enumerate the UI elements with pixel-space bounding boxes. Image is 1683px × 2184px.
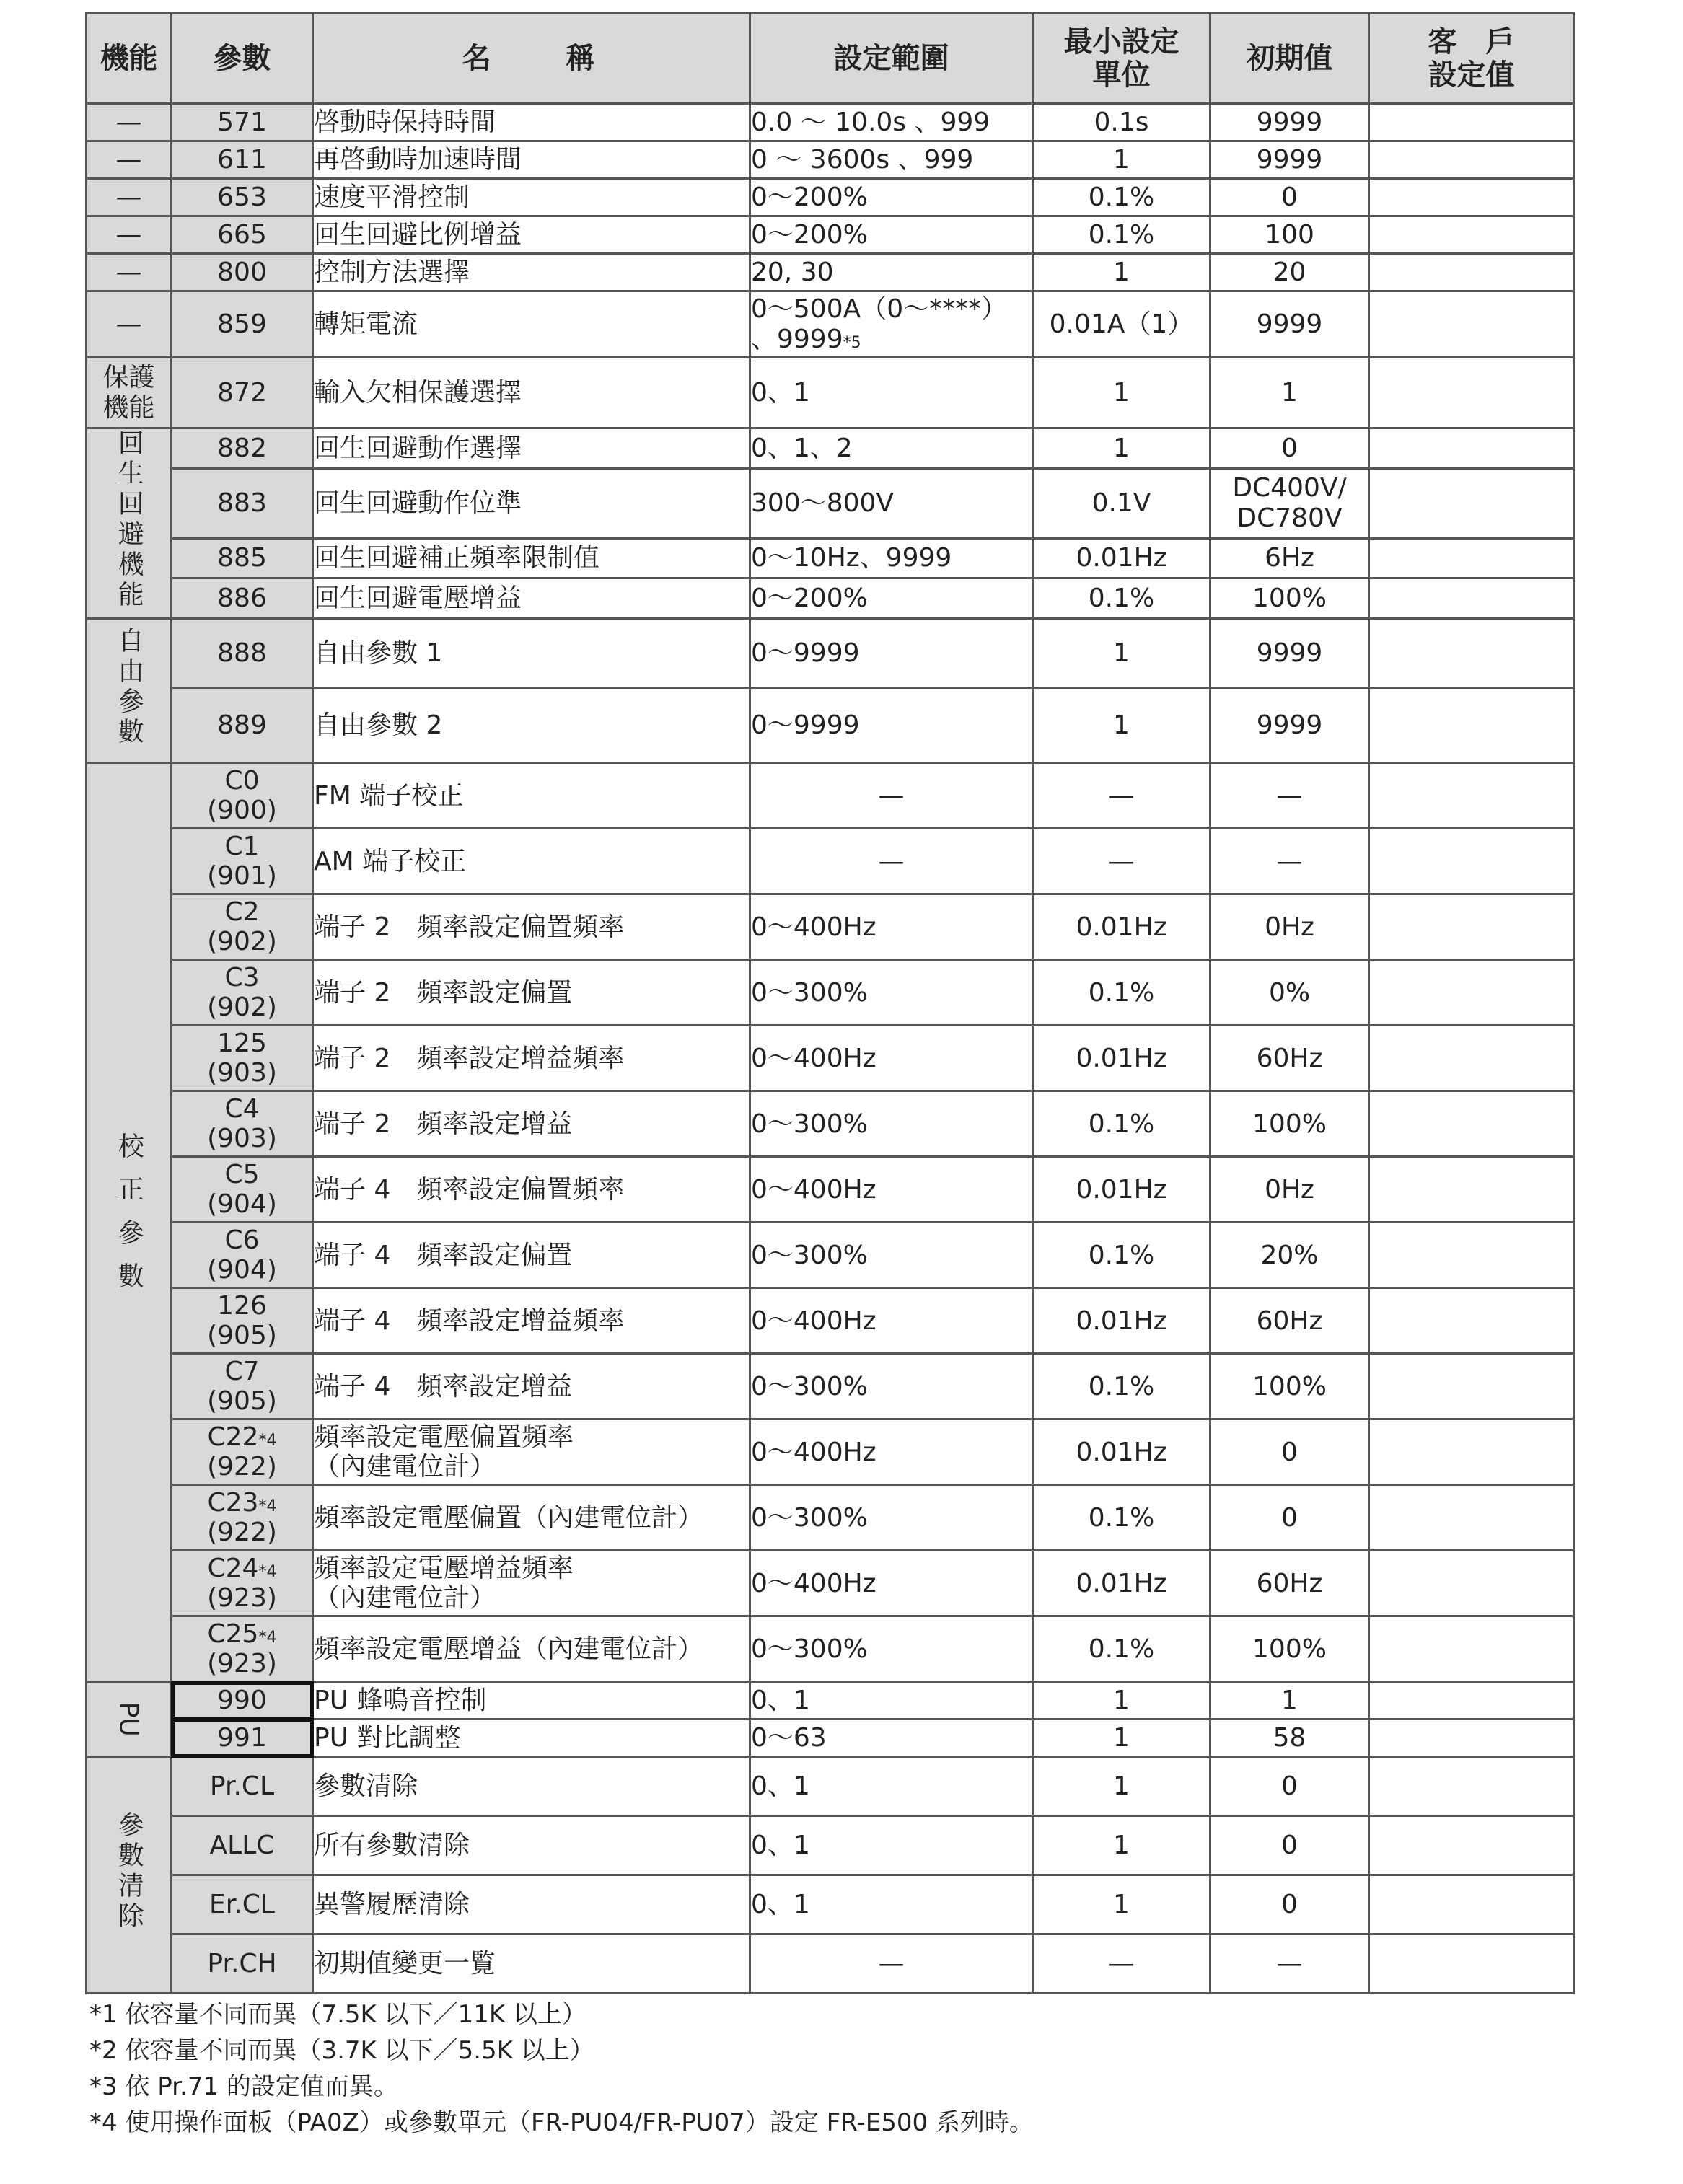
table-row xyxy=(87,216,1574,254)
param-unit: 0.1% xyxy=(1033,578,1210,619)
table-row xyxy=(87,538,1574,578)
param-range: 0～9999 xyxy=(750,619,1033,688)
param-unit: 1 xyxy=(1033,1682,1210,1720)
param-unit: 0.01Hz xyxy=(1033,1026,1210,1091)
param-unit: 0.1s xyxy=(1033,104,1210,141)
param-initial: 1 xyxy=(1210,1682,1369,1720)
param-initial: 58 xyxy=(1210,1720,1369,1757)
customer-value-cell[interactable] xyxy=(1369,688,1574,763)
table-row xyxy=(87,1419,1574,1485)
customer-value-cell[interactable] xyxy=(1369,1757,1574,1816)
customer-value-cell[interactable] xyxy=(1369,291,1574,358)
param-number: 126 (905) xyxy=(172,1288,313,1354)
header-function: 機能 xyxy=(87,13,172,104)
param-name: 端子 4 頻率設定偏置頻率 xyxy=(313,1157,750,1223)
footnote: *4 使用操作面板（PA0Z）或參數單元（FR-PU04/FR-PU07）設定 FR-E500 系列時。 xyxy=(89,2108,1034,2137)
param-range: 0～300% xyxy=(750,1091,1033,1157)
param-initial: 20 xyxy=(1210,254,1369,291)
customer-value-cell[interactable] xyxy=(1369,1485,1574,1551)
param-name: AM 端子校正 xyxy=(313,829,750,894)
param-initial: 0 xyxy=(1210,1757,1369,1816)
param-number: C3 (902) xyxy=(172,960,313,1026)
param-range: 0～400Hz xyxy=(750,1157,1033,1223)
param-number: Pr.CH xyxy=(172,1934,313,1994)
param-range xyxy=(750,291,1033,358)
footnote-mark: *4 xyxy=(258,1563,277,1581)
param-unit: 0.1% xyxy=(1033,960,1210,1026)
param-range: 0～200% xyxy=(750,216,1033,254)
param-range: 0、1 xyxy=(750,1875,1033,1934)
param-range: 0、1 xyxy=(750,1816,1033,1875)
param-number: 611 xyxy=(172,141,313,179)
param-unit: 1 xyxy=(1033,428,1210,469)
header-parameter: 參數 xyxy=(172,13,313,104)
range-line: 0～500A（0～****） xyxy=(751,294,1008,325)
param-range: 0～10Hz、9999 xyxy=(750,538,1033,578)
param-range: 0～400Hz xyxy=(750,1288,1033,1354)
footnotes xyxy=(89,1996,1034,2141)
customer-value-cell[interactable] xyxy=(1369,141,1574,179)
group-dash: — xyxy=(87,179,172,216)
group-calibration: 校正參數 xyxy=(87,763,172,1682)
param-number: C23*4 (922) xyxy=(172,1485,313,1551)
param-initial: 60Hz xyxy=(1210,1551,1369,1616)
table-row xyxy=(87,1875,1574,1934)
table-row xyxy=(87,1551,1574,1616)
customer-value-cell[interactable] xyxy=(1369,1091,1574,1157)
header-unit: 最小設定單位 xyxy=(1033,13,1210,104)
param-range: 0～300% xyxy=(750,1223,1033,1288)
customer-value-cell[interactable] xyxy=(1369,1720,1574,1757)
param-initial: 100% xyxy=(1210,578,1369,619)
group-param-clear: 參數清除 xyxy=(87,1757,172,1994)
table-row xyxy=(87,1091,1574,1157)
param-range: 0、1、2 xyxy=(750,428,1033,469)
table-row xyxy=(87,468,1574,538)
param-range: 0～63 xyxy=(750,1720,1033,1757)
param-unit: 1 xyxy=(1033,1875,1210,1934)
param-initial: 0Hz xyxy=(1210,894,1369,960)
customer-value-cell[interactable] xyxy=(1369,763,1574,829)
param-number: C6 (904) xyxy=(172,1223,313,1288)
param-number: ALLC xyxy=(172,1816,313,1875)
param-unit: 0.1V xyxy=(1033,468,1210,538)
param-name: 頻率設定電壓增益頻率 （內建電位計） xyxy=(313,1551,750,1616)
param-name: 端子 2 頻率設定偏置 xyxy=(313,960,750,1026)
param-initial: 100% xyxy=(1210,1091,1369,1157)
param-name: 回生回避補正頻率限制值 xyxy=(313,538,750,578)
param-unit: — xyxy=(1033,1934,1210,1994)
param-initial: 0Hz xyxy=(1210,1157,1369,1223)
param-name: 轉矩電流 xyxy=(313,291,750,358)
param-unit: 0.01Hz xyxy=(1033,538,1210,578)
param-unit: 0.01Hz xyxy=(1033,1288,1210,1354)
table-row xyxy=(87,1720,1574,1757)
param-unit: — xyxy=(1033,829,1210,894)
customer-value-cell[interactable] xyxy=(1369,1551,1574,1616)
param-range: — xyxy=(750,829,1033,894)
customer-value-cell[interactable] xyxy=(1369,104,1574,141)
range-line: 、9999*5 xyxy=(751,324,861,354)
param-name: 速度平滑控制 xyxy=(313,179,750,216)
param-name: 初期值變更一覧 xyxy=(313,1934,750,1994)
param-unit: 1 xyxy=(1033,1757,1210,1816)
customer-value-cell[interactable] xyxy=(1369,1875,1574,1934)
param-number: C0 (900) xyxy=(172,763,313,829)
param-initial: — xyxy=(1210,763,1369,829)
table-row xyxy=(87,179,1574,216)
param-name: PU 對比調整 xyxy=(313,1720,750,1757)
param-unit: 1 xyxy=(1033,141,1210,179)
param-name: 啓動時保持時間 xyxy=(313,104,750,141)
table-row xyxy=(87,763,1574,829)
param-initial: 1 xyxy=(1210,358,1369,428)
param-number: 571 xyxy=(172,104,313,141)
param-range: 0～300% xyxy=(750,960,1033,1026)
customer-value-cell[interactable] xyxy=(1369,894,1574,960)
param-range: — xyxy=(750,763,1033,829)
param-name: 端子 4 頻率設定增益頻率 xyxy=(313,1288,750,1354)
param-name: 端子 2 頻率設定增益 xyxy=(313,1091,750,1157)
param-number: 665 xyxy=(172,216,313,254)
param-name: 再啓動時加速時間 xyxy=(313,141,750,179)
footnote-mark: *4 xyxy=(258,1629,277,1647)
param-initial: 100% xyxy=(1210,1354,1369,1419)
customer-value-cell[interactable] xyxy=(1369,1934,1574,1994)
customer-value-cell[interactable] xyxy=(1369,428,1574,469)
header-customer: 客 戶 設定值 xyxy=(1369,13,1574,104)
param-range: 0～300% xyxy=(750,1616,1033,1682)
param-initial: 9999 xyxy=(1210,619,1369,688)
param-initial: 0 xyxy=(1210,179,1369,216)
param-range: 0、1 xyxy=(750,358,1033,428)
param-name: 自由參數 1 xyxy=(313,619,750,688)
customer-value-cell[interactable] xyxy=(1369,1157,1574,1223)
param-range: 0、1 xyxy=(750,1682,1033,1720)
customer-value-cell[interactable] xyxy=(1369,829,1574,894)
param-initial: 0 xyxy=(1210,1419,1369,1485)
param-unit: 0.01Hz xyxy=(1033,1419,1210,1485)
param-name: 端子 4 頻率設定增益 xyxy=(313,1354,750,1419)
customer-value-cell[interactable] xyxy=(1369,1816,1574,1875)
param-unit: 0.1% xyxy=(1033,1354,1210,1419)
param-unit: 1 xyxy=(1033,688,1210,763)
group-dash: — xyxy=(87,216,172,254)
param-name: 所有參數清除 xyxy=(313,1816,750,1875)
table-row xyxy=(87,291,1574,358)
param-number: 886 xyxy=(172,578,313,619)
param-range: 0～300% xyxy=(750,1485,1033,1551)
footnote: *1 依容量不同而異（7.5K 以下／11K 以上） xyxy=(89,2000,586,2029)
param-initial: 0 xyxy=(1210,428,1369,469)
customer-value-cell[interactable] xyxy=(1369,1354,1574,1419)
param-unit: 0.1% xyxy=(1033,1223,1210,1288)
table-row xyxy=(87,960,1574,1026)
group-dash: — xyxy=(87,141,172,179)
table-row xyxy=(87,1485,1574,1551)
table-row xyxy=(87,104,1574,141)
param-unit: 1 xyxy=(1033,254,1210,291)
param-unit: 1 xyxy=(1033,619,1210,688)
param-number: 653 xyxy=(172,179,313,216)
param-number: 885 xyxy=(172,538,313,578)
header-name: 名 稱 xyxy=(313,13,750,104)
param-range: 0、1 xyxy=(750,1757,1033,1816)
param-initial: 0 xyxy=(1210,1875,1369,1934)
table-row xyxy=(87,829,1574,894)
param-initial: 6Hz xyxy=(1210,538,1369,578)
param-name: 控制方法選擇 xyxy=(313,254,750,291)
table-row xyxy=(87,619,1574,688)
param-number: C25*4 (923) xyxy=(172,1616,313,1682)
param-initial: 100 xyxy=(1210,216,1369,254)
param-number: 125 (903) xyxy=(172,1026,313,1091)
table-row xyxy=(87,1934,1574,1994)
param-unit: — xyxy=(1033,763,1210,829)
table-row xyxy=(87,578,1574,619)
table-row xyxy=(87,688,1574,763)
param-range: 0～9999 xyxy=(750,688,1033,763)
param-initial: 9999 xyxy=(1210,291,1369,358)
table-row xyxy=(87,894,1574,960)
param-initial: 60Hz xyxy=(1210,1288,1369,1354)
header-row xyxy=(87,13,1574,104)
customer-value-cell[interactable] xyxy=(1369,468,1574,538)
param-number: 888 xyxy=(172,619,313,688)
param-range: 0～400Hz xyxy=(750,894,1033,960)
param-unit: 0.1% xyxy=(1033,1616,1210,1682)
table-row xyxy=(87,1157,1574,1223)
group-dash: — xyxy=(87,291,172,358)
param-number: 990 xyxy=(172,1682,313,1720)
table-row xyxy=(87,1682,1574,1720)
group-dash: — xyxy=(87,254,172,291)
param-number: 991 xyxy=(172,1720,313,1757)
table-row xyxy=(87,254,1574,291)
param-unit: 1 xyxy=(1033,1816,1210,1875)
group-protection: 保護機能 xyxy=(87,358,172,428)
param-unit: 0.01Hz xyxy=(1033,1157,1210,1223)
param-name: PU 蜂鳴音控制 xyxy=(313,1682,750,1720)
customer-value-cell[interactable] xyxy=(1369,619,1574,688)
customer-value-cell[interactable] xyxy=(1369,358,1574,428)
param-unit: 0.1% xyxy=(1033,1485,1210,1551)
param-unit: 0.01Hz xyxy=(1033,1551,1210,1616)
param-initial: 9999 xyxy=(1210,141,1369,179)
param-range: 20, 30 xyxy=(750,254,1033,291)
customer-value-cell[interactable] xyxy=(1369,960,1574,1026)
param-unit: 1 xyxy=(1033,1720,1210,1757)
param-unit: 0.01A（1） xyxy=(1033,291,1210,358)
param-number: C2 (902) xyxy=(172,894,313,960)
param-name: FM 端子校正 xyxy=(313,763,750,829)
table-row xyxy=(87,1816,1574,1875)
param-initial: 0 xyxy=(1210,1816,1369,1875)
table-row xyxy=(87,1223,1574,1288)
param-initial: 9999 xyxy=(1210,104,1369,141)
param-name: 頻率設定電壓偏置（內建電位計） xyxy=(313,1485,750,1551)
param-unit: 0.1% xyxy=(1033,216,1210,254)
param-number: C22*4 (922) xyxy=(172,1419,313,1485)
group-pu: PU xyxy=(87,1682,172,1757)
table-row xyxy=(87,1026,1574,1091)
param-number: C4 (903) xyxy=(172,1091,313,1157)
footnote-mark: *4 xyxy=(258,1432,277,1450)
table-row xyxy=(87,1616,1574,1682)
footnote-mark: *4 xyxy=(258,1497,277,1515)
param-range: 0～400Hz xyxy=(750,1419,1033,1485)
param-initial: 9999 xyxy=(1210,688,1369,763)
param-number: 872 xyxy=(172,358,313,428)
table-row xyxy=(87,1757,1574,1816)
table-row xyxy=(87,141,1574,179)
customer-value-cell[interactable] xyxy=(1369,1288,1574,1354)
param-name: 自由參數 2 xyxy=(313,688,750,763)
param-range: 0～200% xyxy=(750,179,1033,216)
param-name: 端子 4 頻率設定偏置 xyxy=(313,1223,750,1288)
param-initial: — xyxy=(1210,829,1369,894)
param-name: 異警履歷清除 xyxy=(313,1875,750,1934)
param-name: 回生回避動作選擇 xyxy=(313,428,750,469)
param-name: 回生回避動作位準 xyxy=(313,468,750,538)
param-number: 883 xyxy=(172,468,313,538)
customer-value-cell[interactable] xyxy=(1369,538,1574,578)
param-name: 回生回避比例增益 xyxy=(313,216,750,254)
table-row xyxy=(87,358,1574,428)
param-range: — xyxy=(750,1934,1033,1994)
table-row xyxy=(87,1288,1574,1354)
param-number: 859 xyxy=(172,291,313,358)
param-number: Er.CL xyxy=(172,1875,313,1934)
footnote: *2 依容量不同而異（3.7K 以下／5.5K 以上） xyxy=(89,2036,594,2065)
param-initial: DC400V/ DC780V xyxy=(1210,468,1369,538)
customer-value-cell[interactable] xyxy=(1369,1223,1574,1288)
footnote-mark: *5 xyxy=(843,333,861,352)
parameter-table xyxy=(85,12,1575,1994)
param-number: Pr.CL xyxy=(172,1757,313,1816)
param-initial: 100% xyxy=(1210,1616,1369,1682)
param-name: 參數清除 xyxy=(313,1757,750,1816)
param-number: 882 xyxy=(172,428,313,469)
param-range: 0.0 ～ 10.0s 、999 xyxy=(750,104,1033,141)
group-dash: — xyxy=(87,104,172,141)
param-unit: 0.01Hz xyxy=(1033,894,1210,960)
footnote: *3 依 Pr.71 的設定值而異。 xyxy=(89,2072,398,2101)
param-initial: 60Hz xyxy=(1210,1026,1369,1091)
param-name: 頻率設定電壓增益（內建電位計） xyxy=(313,1616,750,1682)
customer-value-cell[interactable] xyxy=(1369,578,1574,619)
param-name: 回生回避電壓增益 xyxy=(313,578,750,619)
param-range: 0～400Hz xyxy=(750,1551,1033,1616)
param-unit: 0.1% xyxy=(1033,1091,1210,1157)
param-initial: 20% xyxy=(1210,1223,1369,1288)
param-name: 端子 2 頻率設定增益頻率 xyxy=(313,1026,750,1091)
param-initial: 0 xyxy=(1210,1485,1369,1551)
param-unit: 1 xyxy=(1033,358,1210,428)
customer-value-cell[interactable] xyxy=(1369,254,1574,291)
header-initial: 初期值 xyxy=(1210,13,1369,104)
param-number: C24*4 (923) xyxy=(172,1551,313,1616)
table-row xyxy=(87,428,1574,469)
param-range: 0～300% xyxy=(750,1354,1033,1419)
group-regen: 回生回避機能 xyxy=(87,428,172,619)
table-row xyxy=(87,1354,1574,1419)
param-number: C1 (901) xyxy=(172,829,313,894)
param-name: 端子 2 頻率設定偏置頻率 xyxy=(313,894,750,960)
customer-value-cell[interactable] xyxy=(1369,1682,1574,1720)
param-name: 頻率設定電壓偏置頻率 （內建電位計） xyxy=(313,1419,750,1485)
param-number: 800 xyxy=(172,254,313,291)
group-free-params: 自由參數 xyxy=(87,619,172,763)
param-initial: 0% xyxy=(1210,960,1369,1026)
param-number: 889 xyxy=(172,688,313,763)
param-range: 0～200% xyxy=(750,578,1033,619)
customer-value-cell[interactable] xyxy=(1369,1419,1574,1485)
customer-value-cell[interactable] xyxy=(1369,216,1574,254)
customer-value-cell[interactable] xyxy=(1369,179,1574,216)
header-range: 設定範圍 xyxy=(750,13,1033,104)
param-unit: 0.1% xyxy=(1033,179,1210,216)
param-number: C7 (905) xyxy=(172,1354,313,1419)
customer-value-cell[interactable] xyxy=(1369,1026,1574,1091)
param-initial: — xyxy=(1210,1934,1369,1994)
param-range: 300～800V xyxy=(750,468,1033,538)
param-name: 輸入欠相保護選擇 xyxy=(313,358,750,428)
customer-value-cell[interactable] xyxy=(1369,1616,1574,1682)
param-range: 0～400Hz xyxy=(750,1026,1033,1091)
param-number: C5 (904) xyxy=(172,1157,313,1223)
param-range: 0 ～ 3600s 、999 xyxy=(750,141,1033,179)
